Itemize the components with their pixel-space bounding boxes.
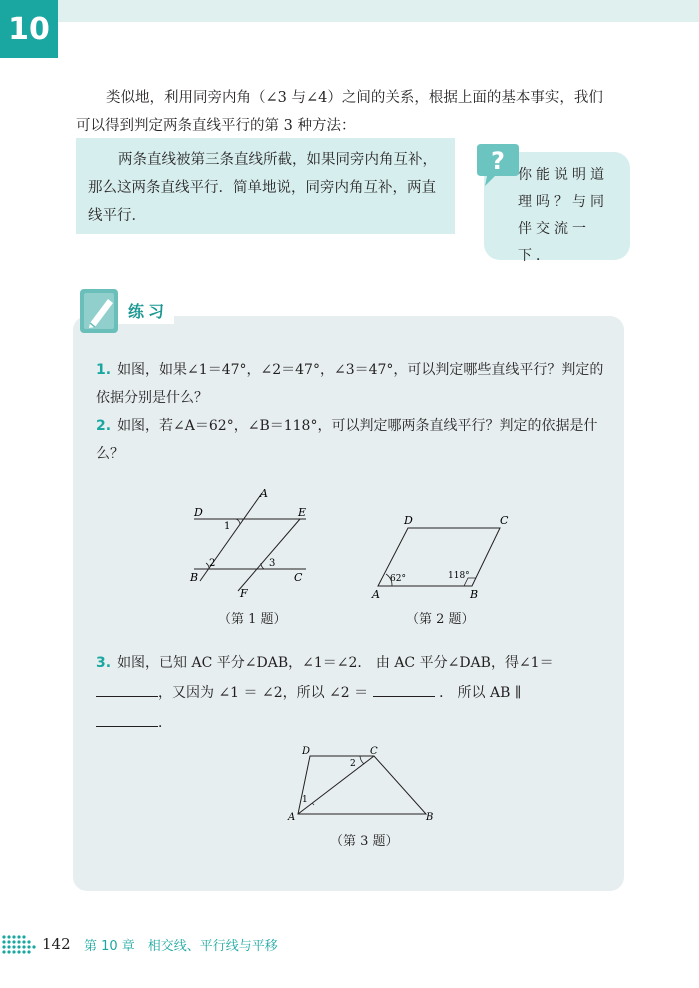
exercise-3-line-2 bbox=[96, 678, 610, 708]
angle-2-label: 2 bbox=[209, 558, 216, 569]
pencil-notebook-icon bbox=[78, 285, 122, 335]
angle-A-label: 62° bbox=[390, 574, 406, 584]
label-B: B bbox=[470, 588, 479, 601]
figure-3-caption: （第 3 题） bbox=[330, 834, 399, 849]
label-B: B bbox=[190, 571, 199, 584]
exercise-3-text-c: ． 所以 AB ∥ bbox=[439, 685, 522, 701]
intro-line-1: 类似地，利用同旁内角（∠3 与∠4）之间的关系，根据上面的基本事实，我们 bbox=[106, 90, 603, 106]
label-A: A bbox=[372, 588, 380, 601]
label-D: D bbox=[302, 746, 311, 757]
page-number: 142 bbox=[42, 935, 71, 953]
figure-2-diagram bbox=[368, 510, 518, 602]
exercise-number: 1. bbox=[96, 362, 112, 378]
figure-1-caption: （第 1 题） bbox=[218, 612, 287, 627]
footer-chapter-title: 第 10 章 相交线、平行线与平移 bbox=[84, 939, 278, 954]
label-A: A bbox=[288, 812, 296, 823]
figure-2-caption: （第 2 题） bbox=[406, 612, 475, 627]
intro-paragraph bbox=[76, 84, 636, 140]
rule-text: 两条直线被第三条直线所截，如果同旁内角互补，那么这两条直线平行．简单地说，同旁内角互补，两直线平行． bbox=[88, 152, 437, 224]
exercise-text: 如图，若∠A＝62°，∠B＝118°，可以判定哪两条直线平行？判定的依据是什么？ bbox=[96, 418, 598, 462]
exercise-number: 2. bbox=[96, 418, 112, 434]
intro-line-2: 可以得到判定两条直线平行的第 3 种方法： bbox=[76, 118, 356, 134]
exercise-3-text-b: ，又因为 ∠1 ＝ ∠2，所以 ∠2 ＝ bbox=[158, 685, 369, 701]
label-C: C bbox=[370, 746, 378, 757]
angle-B-label: 118° bbox=[448, 571, 470, 581]
angle-2-label: 2 bbox=[350, 759, 356, 769]
footer-dots-decoration bbox=[0, 933, 40, 957]
label-C: C bbox=[500, 514, 509, 527]
label-D: D bbox=[404, 514, 413, 527]
exercise-3-line-1 bbox=[96, 648, 610, 678]
angle-1-label: 1 bbox=[302, 795, 308, 805]
answer-blank-3[interactable] bbox=[96, 712, 158, 727]
label-A: A bbox=[260, 487, 268, 500]
top-bar bbox=[0, 0, 699, 22]
exercise-1 bbox=[96, 356, 610, 412]
exercise-2 bbox=[96, 412, 610, 468]
label-C: C bbox=[294, 571, 303, 584]
figure-3-diagram bbox=[286, 742, 436, 824]
exercise-3-text-d: ． bbox=[158, 715, 172, 731]
exercise-3-text-a: 如图，已知 AC 平分∠DAB，∠1＝∠2． 由 AC 平分∠DAB，得∠1＝ bbox=[117, 655, 554, 671]
rule-box bbox=[76, 138, 455, 234]
answer-blank-2[interactable] bbox=[373, 682, 435, 697]
exercise-number: 3. bbox=[96, 655, 112, 671]
bubble-text: 你能说明道理吗？与同伴交流一下． bbox=[518, 167, 608, 264]
figure-1-diagram bbox=[180, 485, 320, 600]
exercise-3-line-3 bbox=[96, 708, 610, 738]
label-D: D bbox=[194, 506, 203, 519]
exercise-3 bbox=[96, 648, 610, 738]
chapter-number-tab: 10 bbox=[0, 0, 58, 58]
svg-text:?: ? bbox=[491, 147, 505, 175]
practice-label: 练习 bbox=[118, 300, 174, 324]
label-F: F bbox=[240, 587, 248, 600]
label-E: E bbox=[298, 506, 307, 519]
angle-1-label: 1 bbox=[224, 521, 231, 532]
angle-3-label: 3 bbox=[269, 558, 276, 569]
answer-blank-1[interactable] bbox=[96, 682, 158, 697]
label-B: B bbox=[426, 812, 434, 823]
question-mark-icon bbox=[475, 140, 521, 190]
exercise-text: 如图，如果∠1＝47°，∠2＝47°，∠3＝47°，可以判定哪些直线平行？判定的依据分别是什么？ bbox=[96, 362, 604, 406]
